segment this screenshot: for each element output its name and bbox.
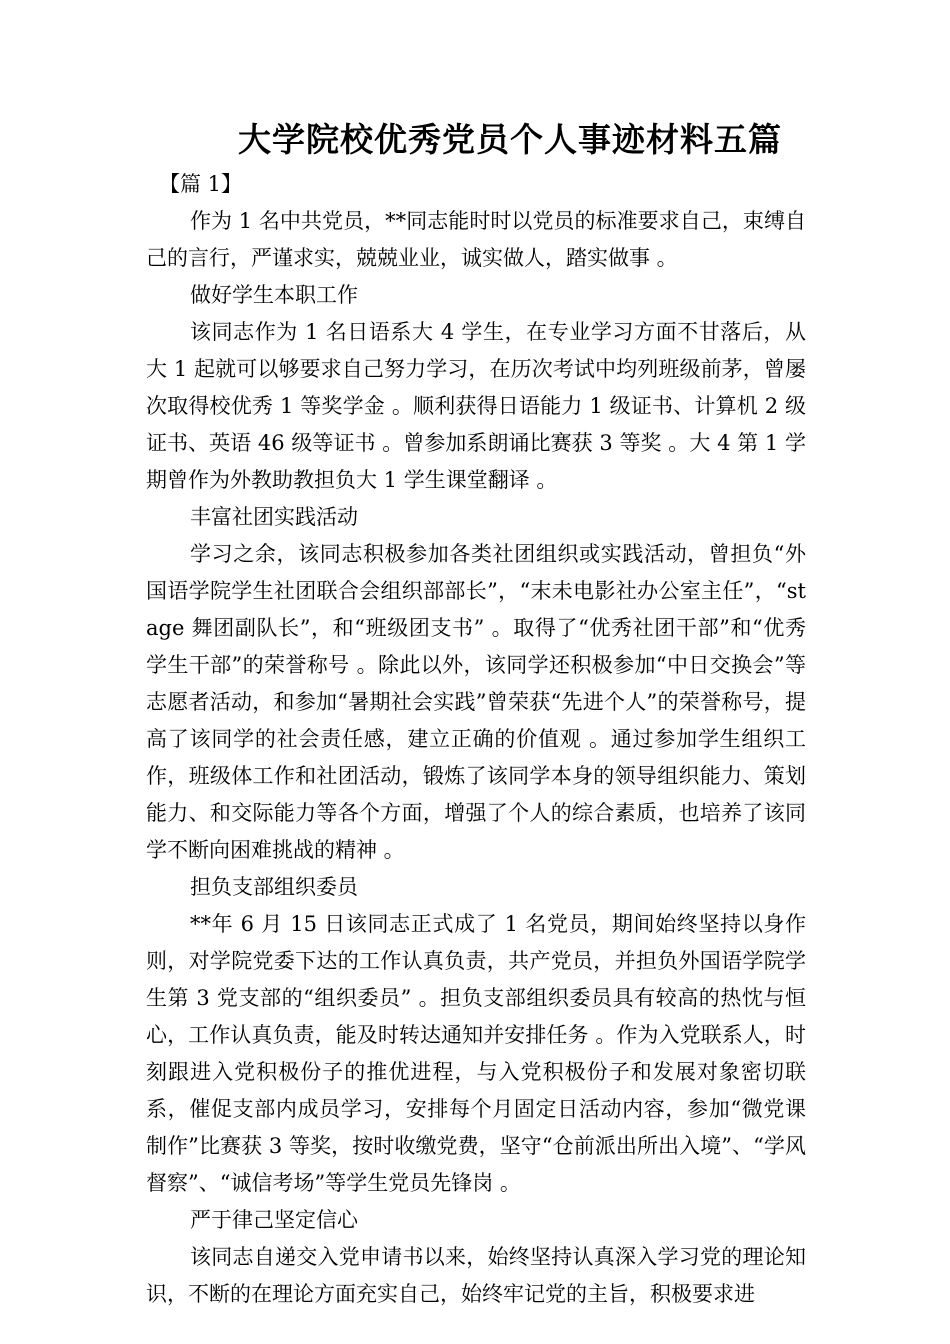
section-heading-discipline: 严于律己坚定信心 bbox=[190, 1208, 358, 1232]
document-body bbox=[146, 166, 806, 1313]
part-label: 【篇 1】 bbox=[159, 172, 243, 196]
paragraph-study: 该同志作为 1 名日语系大 4 学生，在专业学习方面不甘落后，从大 1 起就可以够要求自己努力学习，在历次考试中均列班级前茅，曾屡次取得校优秀 1 等奖学金 。顺利获得日语能力 1 级证书、计算机 2 级证书、英语 46 级等证书 。曾参加系朗诵比赛获 3 等奖 。大 4 第 1 学期曾作为外教助教担负大 1 学生课堂翻译 。 bbox=[146, 320, 806, 492]
section-heading-activities: 丰富社团实践活动 bbox=[190, 505, 358, 529]
section-heading-branch: 担负支部组织委员 bbox=[190, 875, 358, 899]
paragraph-discipline: 该同志自递交入党申请书以来，始终坚持认真深入学习党的理论知识，不断的在理论方面充实自己，始终牢记党的主旨，积极要求进 bbox=[146, 1245, 806, 1306]
section-heading-study: 做好学生本职工作 bbox=[190, 283, 358, 307]
paragraph-activities: 学习之余，该同志积极参加各类社团组织或实践活动，曾担负“外国语学院学生社团联合会组织部部长”，“末未电影社办公室主任”，“stage 舞团副队长”，和“班级团支书” 。取得了“优秀社团干部”和“优秀学生干部”的荣誉称号 。除此以外，该同学还积极参加“中日交换会”等志愿者活动，和参加“暑期社会实践”曾荣获“先进个人”的荣誉称号，提高了该同学的社会责任感，建立正确的价值观 。通过参加学生组织工作，班级体工作和社团活动，锻炼了该同学本身的领导组织能力、策划能力、和交际能力等各个方面，增强了个人的综合素质，也培养了该同学不断向困难挑战的精神 。 bbox=[146, 542, 806, 862]
paragraph-intro: 作为 1 名中共党员，**同志能时时以党员的标准要求自己，束缚自己的言行，严谨求实，兢兢业业，诚实做人，踏实做事 。 bbox=[146, 209, 806, 270]
paragraph-branch: **年 6 月 15 日该同志正式成了 1 名党员，期间始终坚持以身作则，对学院党委下达的工作认真负责，共产党员，并担负外国语学院学生第 3 党支部的“组织委员” 。担负支部组织委员具有较高的热忱与恒心，工作认真负责，能及时转达通知并安排任务 。作为入党联系人，时刻跟进入党积极份子的推优进程，与入党积极份子和发展对象密切联系，催促支部内成员学习，安排每个月固定日活动内容，参加“微党课制作”比赛获 3 等奖，按时收缴党费，坚守“仓前派出所出入境”、“学风督察”、“诚信考场”等学生党员先锋岗 。 bbox=[146, 912, 806, 1195]
document-title: 大学院校优秀党员个人事迹材料五篇 bbox=[238, 120, 782, 159]
